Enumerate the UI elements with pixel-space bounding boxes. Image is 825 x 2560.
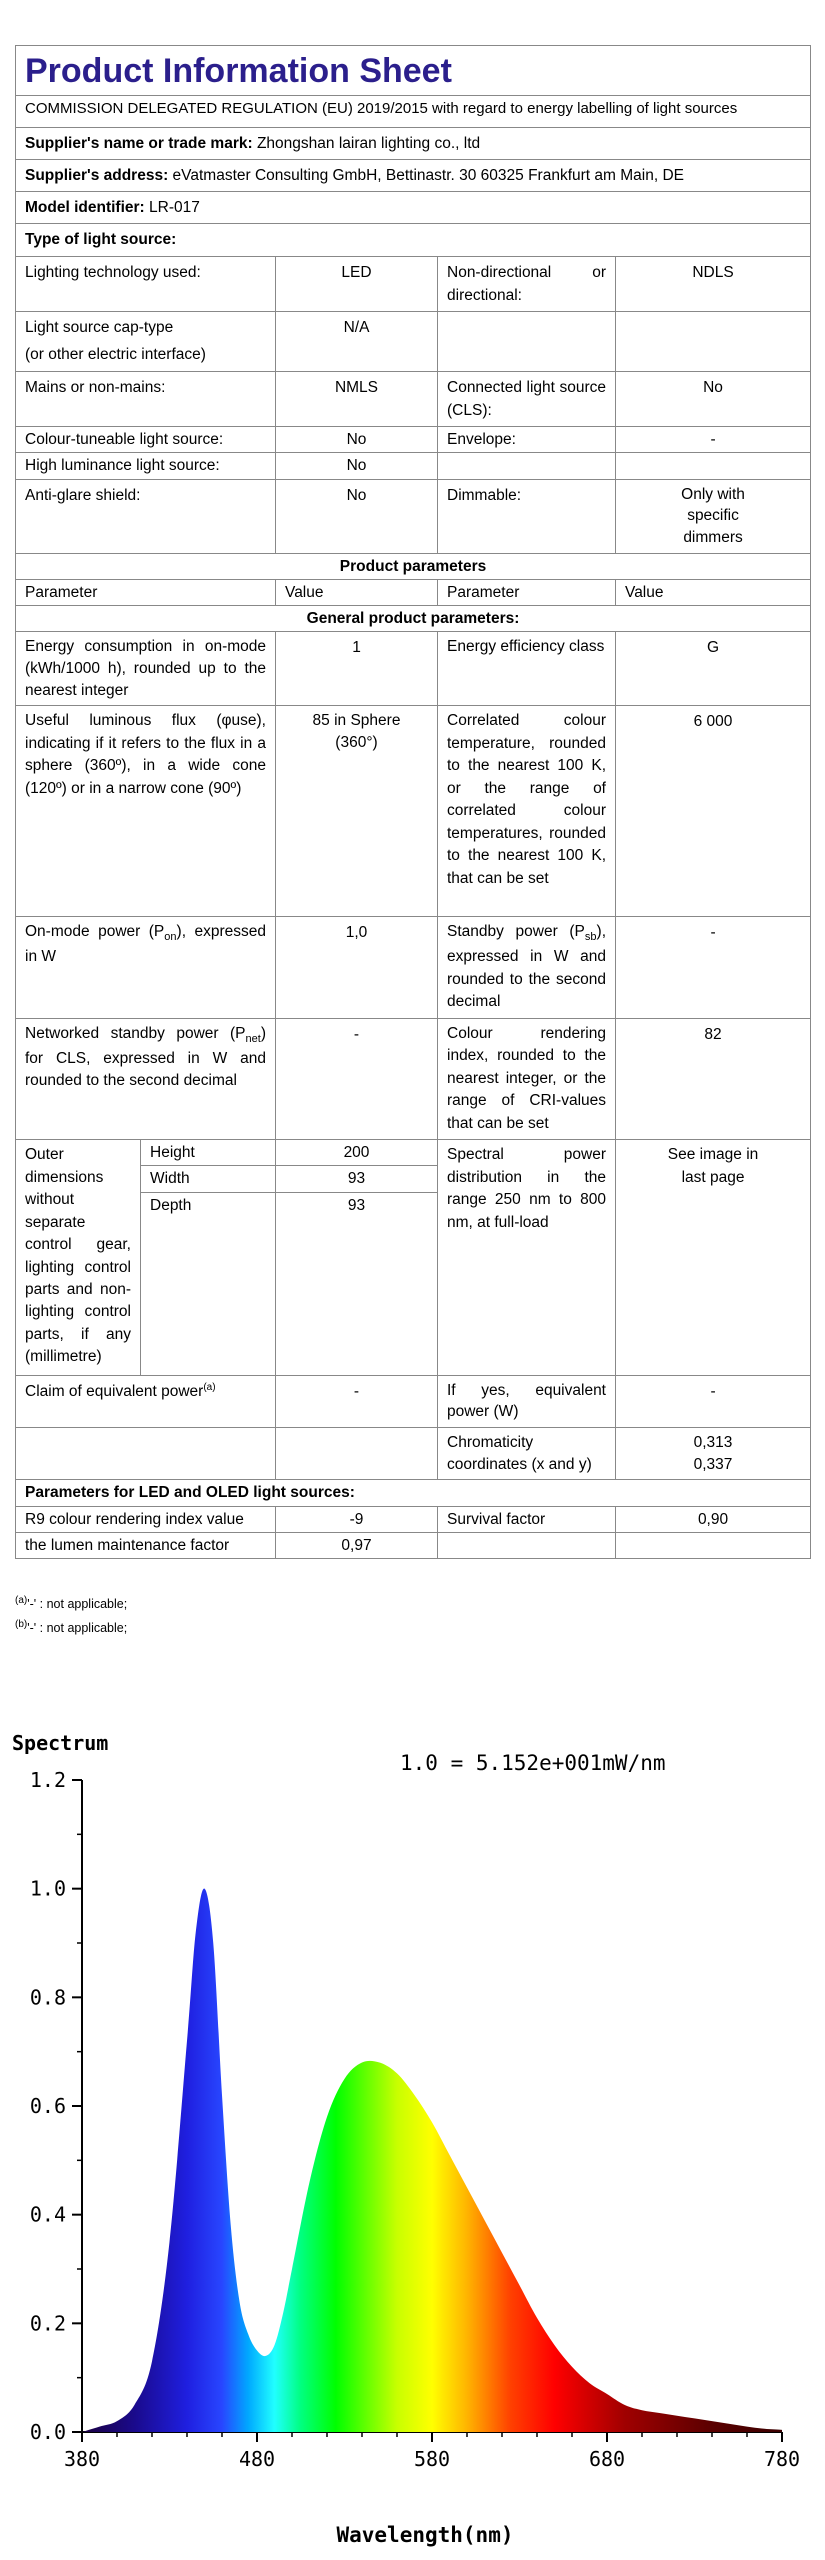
y-tick-label: 1.0 <box>29 1876 66 1901</box>
col-parameter-1: Parameter <box>16 579 276 605</box>
dimmable-value: Only with specific dimmers <box>616 479 811 553</box>
chart-title: Spectrum <box>12 1731 109 1755</box>
pon-value: 1,0 <box>276 917 438 1018</box>
energy-label: Energy consumption in on-mode (kWh/1000 h), rounded up to the nearest integer <box>16 632 276 706</box>
led-header: Parameters for LED and OLED light sources: <box>16 1480 811 1506</box>
width-value: 93 <box>276 1166 438 1192</box>
maint-empty-2 <box>616 1532 811 1558</box>
highlum-empty-1 <box>438 453 616 479</box>
footnote-b-text: '-' : not applicable; <box>27 1621 128 1636</box>
supplier-value: Zhongshan lairan lighting co., ltd <box>256 134 481 152</box>
x-tick-label: 480 <box>238 2447 276 2471</box>
pon-label-b: ), expressed in W <box>25 923 266 966</box>
y-tick-label: 1.2 <box>29 1768 66 1792</box>
psb-value: - <box>616 917 811 1018</box>
cri-value: 82 <box>616 1018 811 1139</box>
pnet-label <box>16 1018 276 1139</box>
antiglare-label: Anti-glare shield: <box>16 479 276 553</box>
highlum-empty-2 <box>616 453 811 479</box>
eqpower-value: - <box>616 1375 811 1427</box>
maint-label: the lumen maintenance factor <box>16 1532 276 1558</box>
pon-sub: on <box>164 931 177 944</box>
eqpower-label: If yes, equivalent power (W) <box>438 1375 616 1427</box>
cls-label: Connected light source (CLS): <box>438 371 616 427</box>
pnet-label-a: Networked standby power (P <box>25 1024 246 1042</box>
cls-value: No <box>616 371 811 427</box>
maint-empty-1 <box>438 1532 616 1558</box>
claim-sup: (a) <box>203 1381 216 1393</box>
envelope-label: Envelope: <box>438 427 616 453</box>
spd-label: Spectral power distribution in the range 250 nm to 800 nm, at full-load <box>438 1140 616 1376</box>
footnote-b <box>15 1616 127 1640</box>
supplier-label: Supplier's name or trade mark: <box>25 134 253 152</box>
maint-value: 0,97 <box>276 1532 438 1558</box>
y-tick-label: 0.0 <box>29 2420 66 2444</box>
chroma-x: 0,313 <box>693 1434 733 1452</box>
class-value: G <box>616 632 811 706</box>
cri-label: Colour rendering index, rounded to the nearest integer, or the range of CRI-values that can be set <box>438 1018 616 1139</box>
flux-value: 85 in Sphere (360°) <box>276 706 438 917</box>
footnote-b-sup: (b) <box>15 1619 28 1631</box>
mains-label: Mains or non-mains: <box>16 371 276 427</box>
x-tick-label: 580 <box>413 2447 451 2471</box>
highlum-value: No <box>276 453 438 479</box>
tunable-value: No <box>276 427 438 453</box>
height-label: Height <box>141 1140 276 1166</box>
chroma-label: Chromaticity coordinates (x and y) <box>438 1428 616 1480</box>
flux-label: Useful luminous flux (φuse), indicating if it refers to the flux in a sphere (360º), in a wide cone (120º) or in a narrow cone (90º) <box>16 706 276 917</box>
address-value: eVatmaster Consulting GmbH, Bettinastr. 30 60325 Frankfurt am Main, DE <box>172 166 684 184</box>
col-value-1: Value <box>276 579 438 605</box>
y-tick-label: 0.6 <box>29 2094 66 2118</box>
cct-label: Correlated colour temperature, rounded to the nearest 100 K, or the range of correlated colour temperatures, rounded to the nearest 100 K, that can be set <box>438 706 616 917</box>
cct-value: 6 000 <box>616 706 811 917</box>
highlum-label: High luminance light source: <box>16 453 276 479</box>
cap-label-line1: Light source cap-type <box>25 319 174 336</box>
depth-value: 93 <box>276 1192 438 1375</box>
tunable-label: Colour-tuneable light source: <box>16 427 276 453</box>
directional-label: Non-directional or directional: <box>438 256 616 312</box>
model-label: Model identifier: <box>25 199 145 216</box>
general-parameters-header: General product parameters: <box>16 606 811 632</box>
chart-subtitle: 1.0 = 5.152e+001mW/nm <box>400 1751 666 1775</box>
footnote-a-sup: (a) <box>15 1595 28 1606</box>
chroma-y: 0,337 <box>693 1455 733 1473</box>
pnet-label-b: ) for CLS, expressed in W and rounded to the second decimal <box>25 1024 266 1090</box>
spectrum-area <box>82 1780 782 2432</box>
tech-label: Lighting technology used: <box>16 256 276 312</box>
pon-label <box>16 917 276 1018</box>
cap-value: N/A <box>276 312 438 372</box>
page-title: Product Information Sheet <box>16 46 811 96</box>
antiglare-value: No <box>276 479 438 553</box>
survival-label: Survival factor <box>438 1506 616 1532</box>
depth-label: Depth <box>141 1192 276 1375</box>
supplier-row <box>16 127 811 159</box>
col-value-2: Value <box>616 579 811 605</box>
pnet-value: - <box>276 1018 438 1139</box>
width-label: Width <box>141 1166 276 1192</box>
col-parameter-2: Parameter <box>438 579 616 605</box>
psb-label <box>438 917 616 1018</box>
dims-label: Outer dimensions without separate control gear, lighting control parts and non-lighting control parts, if any (millimetre) <box>16 1140 141 1376</box>
x-tick-label: 380 <box>63 2447 101 2471</box>
pnet-sub: net <box>245 1032 261 1045</box>
chroma-empty-2 <box>276 1428 438 1480</box>
chroma-values <box>616 1428 811 1480</box>
x-axis-label: Wavelength(nm) <box>336 2523 514 2547</box>
envelope-value: - <box>616 427 811 453</box>
claim-value: - <box>276 1375 438 1427</box>
product-information-sheet <box>15 45 810 1559</box>
cap-empty-2 <box>616 312 811 372</box>
product-parameters-header: Product parameters <box>16 553 811 579</box>
footnotes <box>15 1592 127 1640</box>
psb-label-b: ), expressed in W and rounded to the second decimal <box>447 923 606 1011</box>
address-label: Supplier's address: <box>25 166 169 184</box>
psb-label-a: Standby power (P <box>447 923 585 941</box>
model-row <box>16 192 811 224</box>
class-label: Energy efficiency class <box>438 632 616 706</box>
type-header: Type of light source: <box>16 224 811 256</box>
dimmable-label: Dimmable: <box>438 479 616 553</box>
x-tick-label: 780 <box>763 2447 801 2471</box>
spectrum-chart <box>0 1700 825 2560</box>
x-tick-label: 680 <box>588 2447 626 2471</box>
cap-empty-1 <box>438 312 616 372</box>
mains-value: NMLS <box>276 371 438 427</box>
pon-label-a: On-mode power (P <box>25 923 165 941</box>
y-tick-label: 0.8 <box>29 1985 66 2010</box>
regulation-text: COMMISSION DELEGATED REGULATION (EU) 2019/2015 with regard to energy labelling of light sources <box>16 95 811 127</box>
model-value: LR-017 <box>149 199 200 216</box>
r9-label: R9 colour rendering index value <box>16 1506 276 1532</box>
spd-value: See image in last page <box>616 1140 811 1376</box>
cap-label-line2: (or other electric interface) <box>25 346 206 364</box>
y-tick-label: 0.2 <box>29 2311 66 2336</box>
energy-value: 1 <box>276 632 438 706</box>
r9-value: -9 <box>276 1506 438 1532</box>
y-tick-label: 0.4 <box>29 2202 66 2227</box>
claim-label-text: Claim of equivalent power <box>25 1382 204 1400</box>
psb-sub: sb <box>584 931 597 944</box>
claim-label <box>16 1375 276 1427</box>
directional-value: NDLS <box>616 256 811 312</box>
survival-value: 0,90 <box>616 1506 811 1532</box>
chroma-empty-1 <box>16 1428 276 1480</box>
cap-label <box>16 312 276 372</box>
tech-value: LED <box>276 256 438 312</box>
footnote-a-text: '-' : not applicable; <box>27 1597 128 1612</box>
footnote-a <box>15 1592 127 1616</box>
height-value: 200 <box>276 1140 438 1166</box>
address-row <box>16 159 811 191</box>
